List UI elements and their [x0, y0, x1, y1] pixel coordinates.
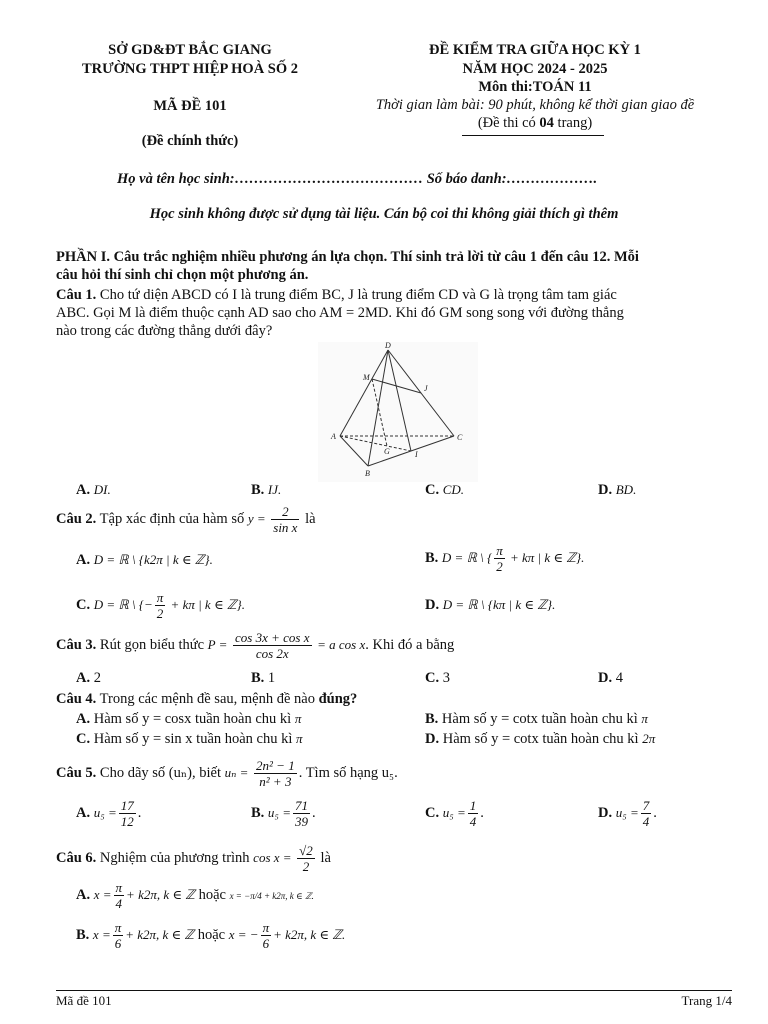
part1-title-line2: câu hỏi thí sinh chỉ chọn một phương án. [56, 267, 309, 283]
exam-code: MÃ ĐỀ 101 [153, 98, 227, 114]
q6-line [56, 842, 732, 874]
school-department: SỞ GD&ĐT BẮC GIANG [108, 42, 272, 58]
q5-suffix: . Tìm số hạng u₅. [298, 765, 398, 781]
q3-option-a[interactable]: A. 2 [76, 670, 101, 686]
page-count [330, 115, 740, 132]
q2-fraction: $\frac{2}{\text{sin x}}$ [273, 504, 298, 536]
q1-text-line1: Cho tứ diện ABCD có I là trung điểm BC, J là trung điểm CD và G là trọng tâm tam giác [99, 287, 617, 303]
q3-lhs: P = [207, 637, 228, 652]
q3-rhs: = a cos x [317, 637, 366, 652]
q1-option-b[interactable]: B. IJ. [251, 482, 282, 498]
q1-option-c[interactable]: C. CD. [425, 482, 465, 498]
label-G: G [384, 447, 390, 456]
school-name: TRƯỜNG THPT HIỆP HOÀ SỐ 2 [81, 61, 299, 77]
label-D: D [385, 342, 391, 350]
label-A: A [331, 432, 336, 441]
school-year: NĂM HỌC 2024 - 2025 [462, 61, 608, 77]
tetrahedron-figure [318, 342, 478, 482]
exam-duration: Thời gian làm bài: 90 phút, không kể thời gian giao đề [375, 97, 695, 113]
q2-option-a[interactable]: A. D = ℝ \ {k2π | k ∈ ℤ}. [76, 552, 213, 568]
label-B: B [365, 469, 370, 478]
q2-option-c[interactable]: C. D = ℝ \ {− $\frac{\pi}{2}$ + kπ | k ∈ ℤ}. [76, 590, 245, 622]
q6-lhs: cos x = [253, 850, 292, 865]
q2-option-d[interactable]: D. D = ℝ \ {kπ | k ∈ ℤ}. [425, 597, 556, 613]
label-C: C [457, 433, 463, 442]
page-count-prefix: (Đề thi có [477, 115, 540, 131]
label-J: J [424, 384, 428, 393]
q1-option-a[interactable]: A. DI. [76, 482, 111, 498]
q5-option-a[interactable]: A. u₅ = $\frac{17}{12}$ . [76, 798, 142, 830]
q3-option-d[interactable]: D. 4 [598, 670, 623, 686]
q3-option-b[interactable]: B. 1 [251, 670, 276, 686]
q4-option-d[interactable]: D. Hàm số y = cotx tuần hoàn chu kì 2π [425, 731, 656, 747]
q6-suffix: là [320, 850, 331, 866]
q2-func-lhs: y = [247, 511, 266, 526]
q6-prefix: Nghiệm của phương trình [99, 850, 250, 866]
q5-fraction: $\frac{\text{2n² − 1}}{\text{n² + 3}}$ [256, 758, 295, 790]
q5-option-c[interactable]: C. u₅ = $\frac{1}{4}$ . [425, 798, 484, 830]
subject: Môn thi:TOÁN 11 [478, 79, 592, 95]
label-I: I [415, 450, 418, 459]
q6-option-a[interactable]: A. x = $\frac{\pi}{4}$ + k2π, k ∈ ℤ hoặc x = −π/4 + k2π, k ∈ ℤ. [76, 880, 314, 912]
q5-option-d[interactable]: D. u₅ = $\frac{7}{4}$ . [598, 798, 657, 830]
q6-fraction: $\frac{√2}{2}$ [299, 843, 313, 875]
q3-line [56, 630, 732, 661]
q2-prefix: Tập xác định của hàm số [99, 511, 245, 527]
q2-line [56, 504, 732, 535]
q5-prefix: Cho dãy số (uₙ), biết [99, 765, 221, 781]
q5-line [56, 757, 732, 789]
q4-prompt-bold: đúng? [318, 691, 358, 707]
footer-page-number: Trang 1/4 [681, 993, 732, 1008]
q2-option-b[interactable]: B. D = ℝ \ { $\frac{\pi}{2}$ + kπ | k ∈ ℤ}. [425, 543, 585, 575]
q4-option-a[interactable]: A. Hàm số y = cosx tuần hoàn chu kì π [76, 711, 302, 727]
q1-line1 [56, 286, 732, 304]
footer-exam-code: Mã đề 101 [56, 993, 112, 1008]
q1-line2: ABC. Gọi M là điểm thuộc cạnh AD sao cho AM = 2MD. Khi đó GM song song với đường thẳng [56, 305, 624, 321]
q3-fraction: $\frac{\text{cos 3x + cos x}}{\cos 2x}$ [235, 630, 310, 662]
q4-prompt: Trong các mệnh đề sau, mệnh đề nào [99, 691, 315, 707]
part1-title-line1: PHẦN I. Câu trắc nghiệm nhiều phương án lựa chọn. Thí sinh trả lời từ câu 1 đến câu 12. Mỗi [56, 249, 639, 265]
q4-label: Câu 4. [56, 691, 97, 707]
page-count-suffix: trang) [553, 115, 593, 131]
instruction: Học sinh không được sử dụng tài liệu. Cán bộ coi thi không giải thích gì thêm [149, 206, 619, 222]
page-count-number: 04 [539, 115, 554, 131]
q6-option-b[interactable]: B. x = $\frac{\pi}{6}$ + k2π, k ∈ ℤ hoặc x = − $\frac{\pi}{6}$ + k2π, k ∈ ℤ. [76, 920, 346, 952]
q5-option-b[interactable]: B. u₅ = $\frac{71}{39}$ . [251, 798, 316, 830]
q4-option-c[interactable]: C. Hàm số y = sin x tuần hoàn chu kì π [76, 731, 303, 747]
q1-label: Câu 1. [56, 287, 97, 303]
official-label: (Đề chính thức) [141, 133, 239, 149]
q4-option-b[interactable]: B. Hàm số y = cotx tuần hoàn chu kì π [425, 711, 648, 727]
footer-rule [56, 990, 732, 991]
q6-label: Câu 6. [56, 850, 97, 866]
q2-label: Câu 2. [56, 511, 97, 527]
q5-lhs: uₙ = [224, 765, 249, 780]
q3-label: Câu 3. [56, 637, 97, 653]
label-M: M [363, 373, 370, 382]
q3-suffix: . Khi đó a bằng [365, 637, 455, 653]
q3-prefix: Rút gọn biểu thức [99, 637, 205, 653]
q1-line3: nào trong các đường thẳng dưới đây? [56, 323, 273, 339]
q3-option-c[interactable]: C. 3 [425, 670, 450, 686]
student-info-line: Họ và tên học sinh:………………………………… Số báo danh:………………. [117, 171, 598, 187]
q5-label: Câu 5. [56, 765, 97, 781]
exam-title: ĐỀ KIỂM TRA GIỮA HỌC KỲ 1 [429, 42, 641, 58]
q2-suffix: là [305, 511, 316, 527]
q4-line [56, 690, 732, 708]
header-underline [462, 135, 604, 136]
q1-option-d[interactable]: D. BD. [598, 482, 637, 498]
